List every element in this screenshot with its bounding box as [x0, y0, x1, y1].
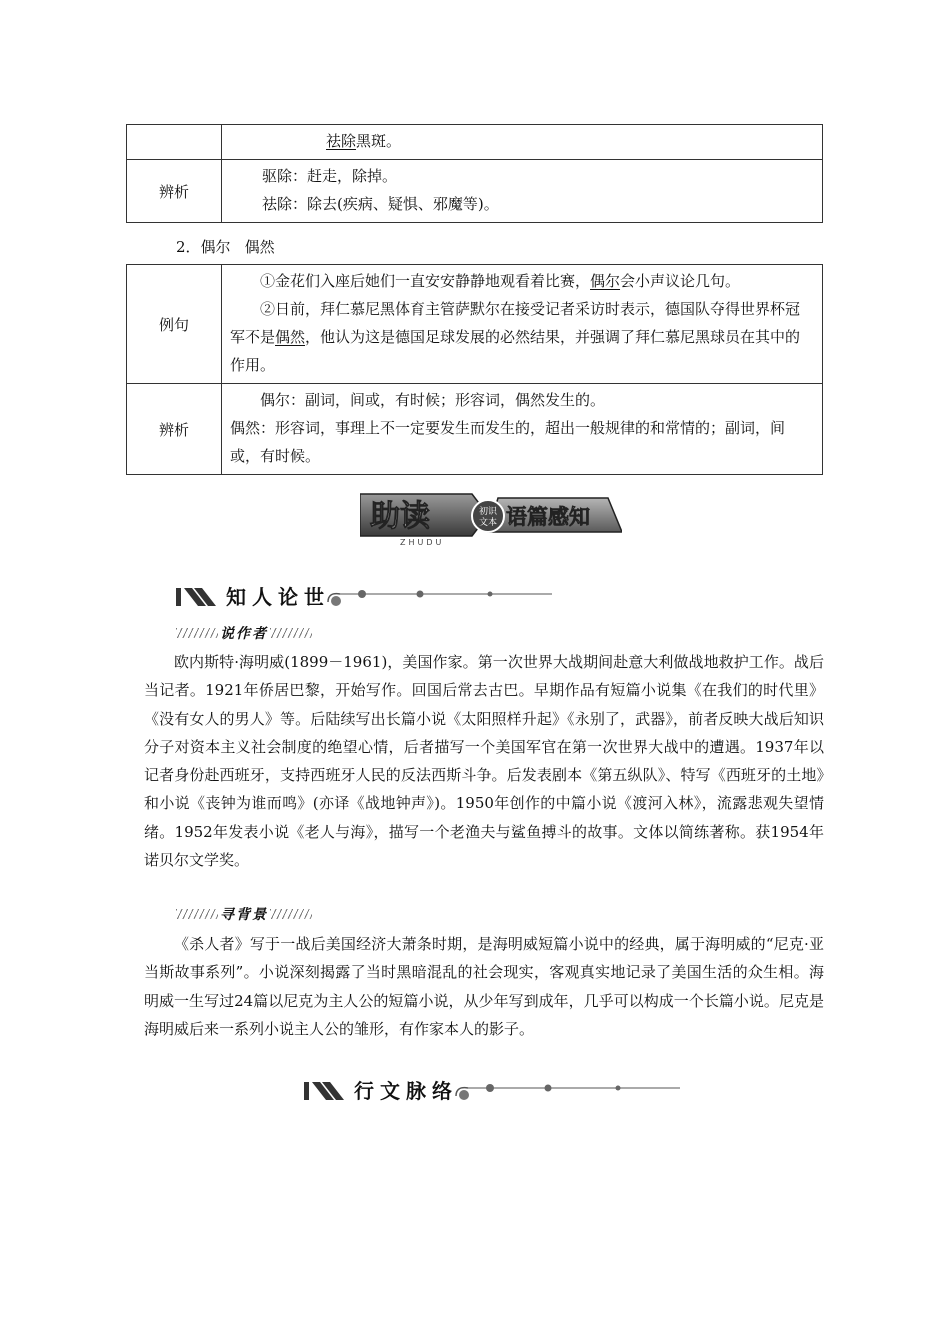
word-table-2 [126, 264, 823, 475]
zhudu-banner [360, 488, 622, 546]
background-subheading: 寻背景 [176, 904, 312, 924]
banner-pinyin: ZHUDU [400, 538, 445, 546]
banner-main-text: 助读 [370, 499, 430, 534]
analysis-content: 驱除：赶走，除掉。 祛除：除去(疾病、疑惧、邪魔等)。 [222, 160, 823, 223]
section-title: 行文脉络 [354, 1079, 458, 1103]
dot-line-decoration [326, 584, 554, 610]
analysis-label-2: 辨析 [127, 384, 222, 475]
word-table-1 [126, 124, 823, 223]
hatch-decoration [176, 909, 218, 919]
banner-right-text: 语篇感知 [506, 505, 590, 529]
author-paragraph: 欧内斯特·海明威(1899－1961)，美国作家。第一次世界大战期间赴意大利做战地救护工作。战后当记者。1921年侨居巴黎，开始写作。回国后常去古巴。早期作品有短篇小说集《在我们的时代里》《没有女人的男人》等。后陆续写出长篇小说《太阳照样升起》《永别了，武器》，前者反映大战后知识分子对资本主义社会制度的绝望心情，后者描写一个美国军官在第一次世界大战中的遭遇。1937年以记者身份赴西班牙，支持西班牙人民的反法西斯斗争。后发表剧本《第五纵队》、特写《西班牙的土地》和小说《丧钟为谁而鸣》(亦译《战地钟声》)。1950年创作的中篇小说《渡河入林》，流露悲观失望情绪。1952年发表小说《老人与海》，描写一个老渔夫与鲨鱼搏斗的故事。文体以简练著称。获1954年诺贝尔文学奖。 [144, 653, 824, 870]
examples-content [222, 265, 823, 384]
continued-example: 祛除黑斑。 [222, 125, 823, 160]
banner-small-text-2: 文本 [478, 518, 498, 528]
background-paragraph: 《杀人者》写于一战后美国经济大萧条时期，是海明威短篇小说中的经典，属于海明威的“尼克·亚当斯故事系列”。小说深刻揭露了当时黑暗混乱的社会现实，客观真实地记录了美国生活的众生相。海明威一生写过24篇以尼克为主人公的短篇小说，从少年写到成年，几乎可以构成一个长篇小说。尼克是海明威后来一系列小说主人公的雏形，有作家本人的影子。 [144, 935, 824, 1038]
hatch-decoration [270, 628, 312, 638]
stripes-icon [304, 1080, 348, 1102]
example-sentence-2: ②日前，拜仁慕尼黑体育主管萨默尔在接受记者采访时表示，德国队夺得世界杯冠军不是偶然，他认为这是德国足球发展的必然结果，并强调了拜仁慕尼黑球员在其中的作用。 [230, 300, 801, 374]
section-title: 知人论世 [226, 585, 330, 609]
banner-small-text-1: 初识 [478, 507, 498, 517]
item-2-heading: 2．偶尔 偶然 [176, 238, 275, 256]
stripes-icon [176, 586, 220, 608]
section-heading-zhiren [176, 582, 556, 612]
examples-label: 例句 [127, 265, 222, 384]
dot-line-decoration [454, 1078, 682, 1104]
hatch-decoration [176, 628, 218, 638]
analysis-content-2: 偶尔：副词，间或，有时候；形容词，偶然发生的。 偶然：形容词，事理上不一定要发生而发生的，超出一般规律的和常情的；副词，间或，有时候。 [222, 384, 823, 475]
section-heading-xingwen [304, 1076, 684, 1106]
example-sentence-1: ①金花们入座后她们一直安安静静地观看着比赛，偶尔会小声议论几句。 [260, 272, 741, 290]
author-subheading: 说作者 [176, 623, 312, 643]
underlined-word: 祛除 [326, 132, 357, 150]
hatch-decoration [270, 909, 312, 919]
analysis-label: 辨析 [127, 160, 222, 223]
